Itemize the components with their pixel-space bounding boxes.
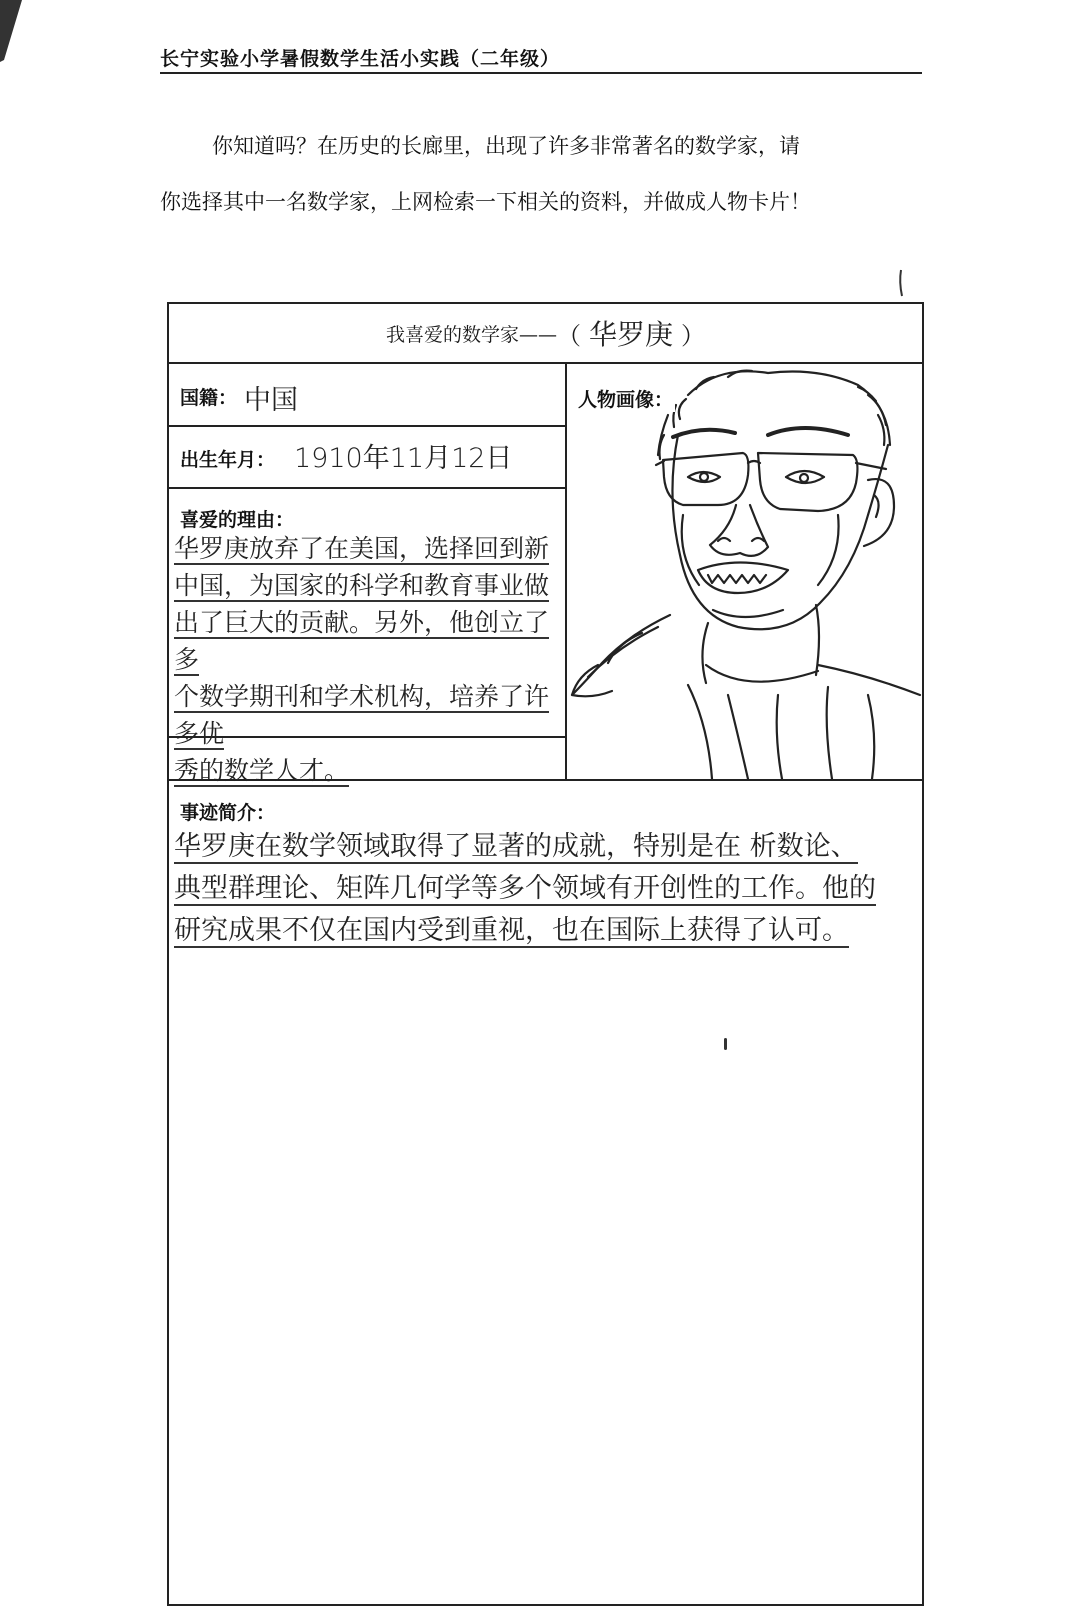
reason-line: 中国，为国家的科学和教育事业做 (174, 571, 550, 600)
card-title (169, 304, 922, 362)
intro-line-2: 你选择其中一名数学家，上网检索一下相关的资料，并做成人物卡片！ (160, 190, 811, 214)
divider (167, 487, 567, 489)
header-rule (160, 72, 922, 74)
title-open-paren: （ (557, 321, 581, 350)
reason-text (174, 530, 564, 789)
card-title-label: 我喜爱的数学家—— (385, 323, 557, 346)
intro-line-1: 你知道吗？在历史的长廊里，出现了许多非常著名的数学家，请 (212, 134, 800, 158)
reason-label: 喜爱的理由： (180, 509, 295, 531)
portrait-sketch (568, 365, 922, 779)
mathematician-name: 华罗庚 (589, 318, 674, 351)
portrait-label: 人物画像： (578, 385, 675, 412)
divider (167, 362, 924, 364)
deeds-line: 研究成果不仅在国内受到重视，也在国际上获得了认可。 (174, 915, 849, 946)
nationality-label: 国籍： (180, 387, 238, 409)
reason-line: 个数学期刊和学术机构，培养了许多优 (174, 682, 550, 748)
divider (167, 425, 567, 427)
deeds-line: 华罗庚在数学领域取得了显著的成就，特别是在 析数论、 (174, 831, 858, 862)
title-close-paren: ） (681, 321, 706, 350)
birth-label: 出生年月： (180, 449, 276, 471)
birth-value: 1910年11月12日 (294, 443, 513, 474)
reason-line: 华罗庚放弃了在美国，选择回到新 (174, 534, 550, 563)
page-header: 长宁实验小学暑假数学生活小实践（二年级） (160, 48, 561, 70)
reason-line: 秀的数学人才。 (174, 756, 350, 785)
pen-tick-mark (897, 268, 905, 298)
deeds-line: 典型群理论、矩阵几何学等多个领域有开创性的工作。他的 (174, 873, 876, 904)
deeds-label: 事迹简介： (180, 802, 276, 824)
reason-line: 出了巨大的贡献。另外，他创立了多 (174, 608, 550, 674)
pen-dot (724, 1038, 727, 1050)
deeds-text (174, 826, 919, 952)
intro-text (160, 118, 930, 230)
nationality-value: 中国 (244, 385, 298, 416)
scan-corner-mark (0, 0, 40, 70)
